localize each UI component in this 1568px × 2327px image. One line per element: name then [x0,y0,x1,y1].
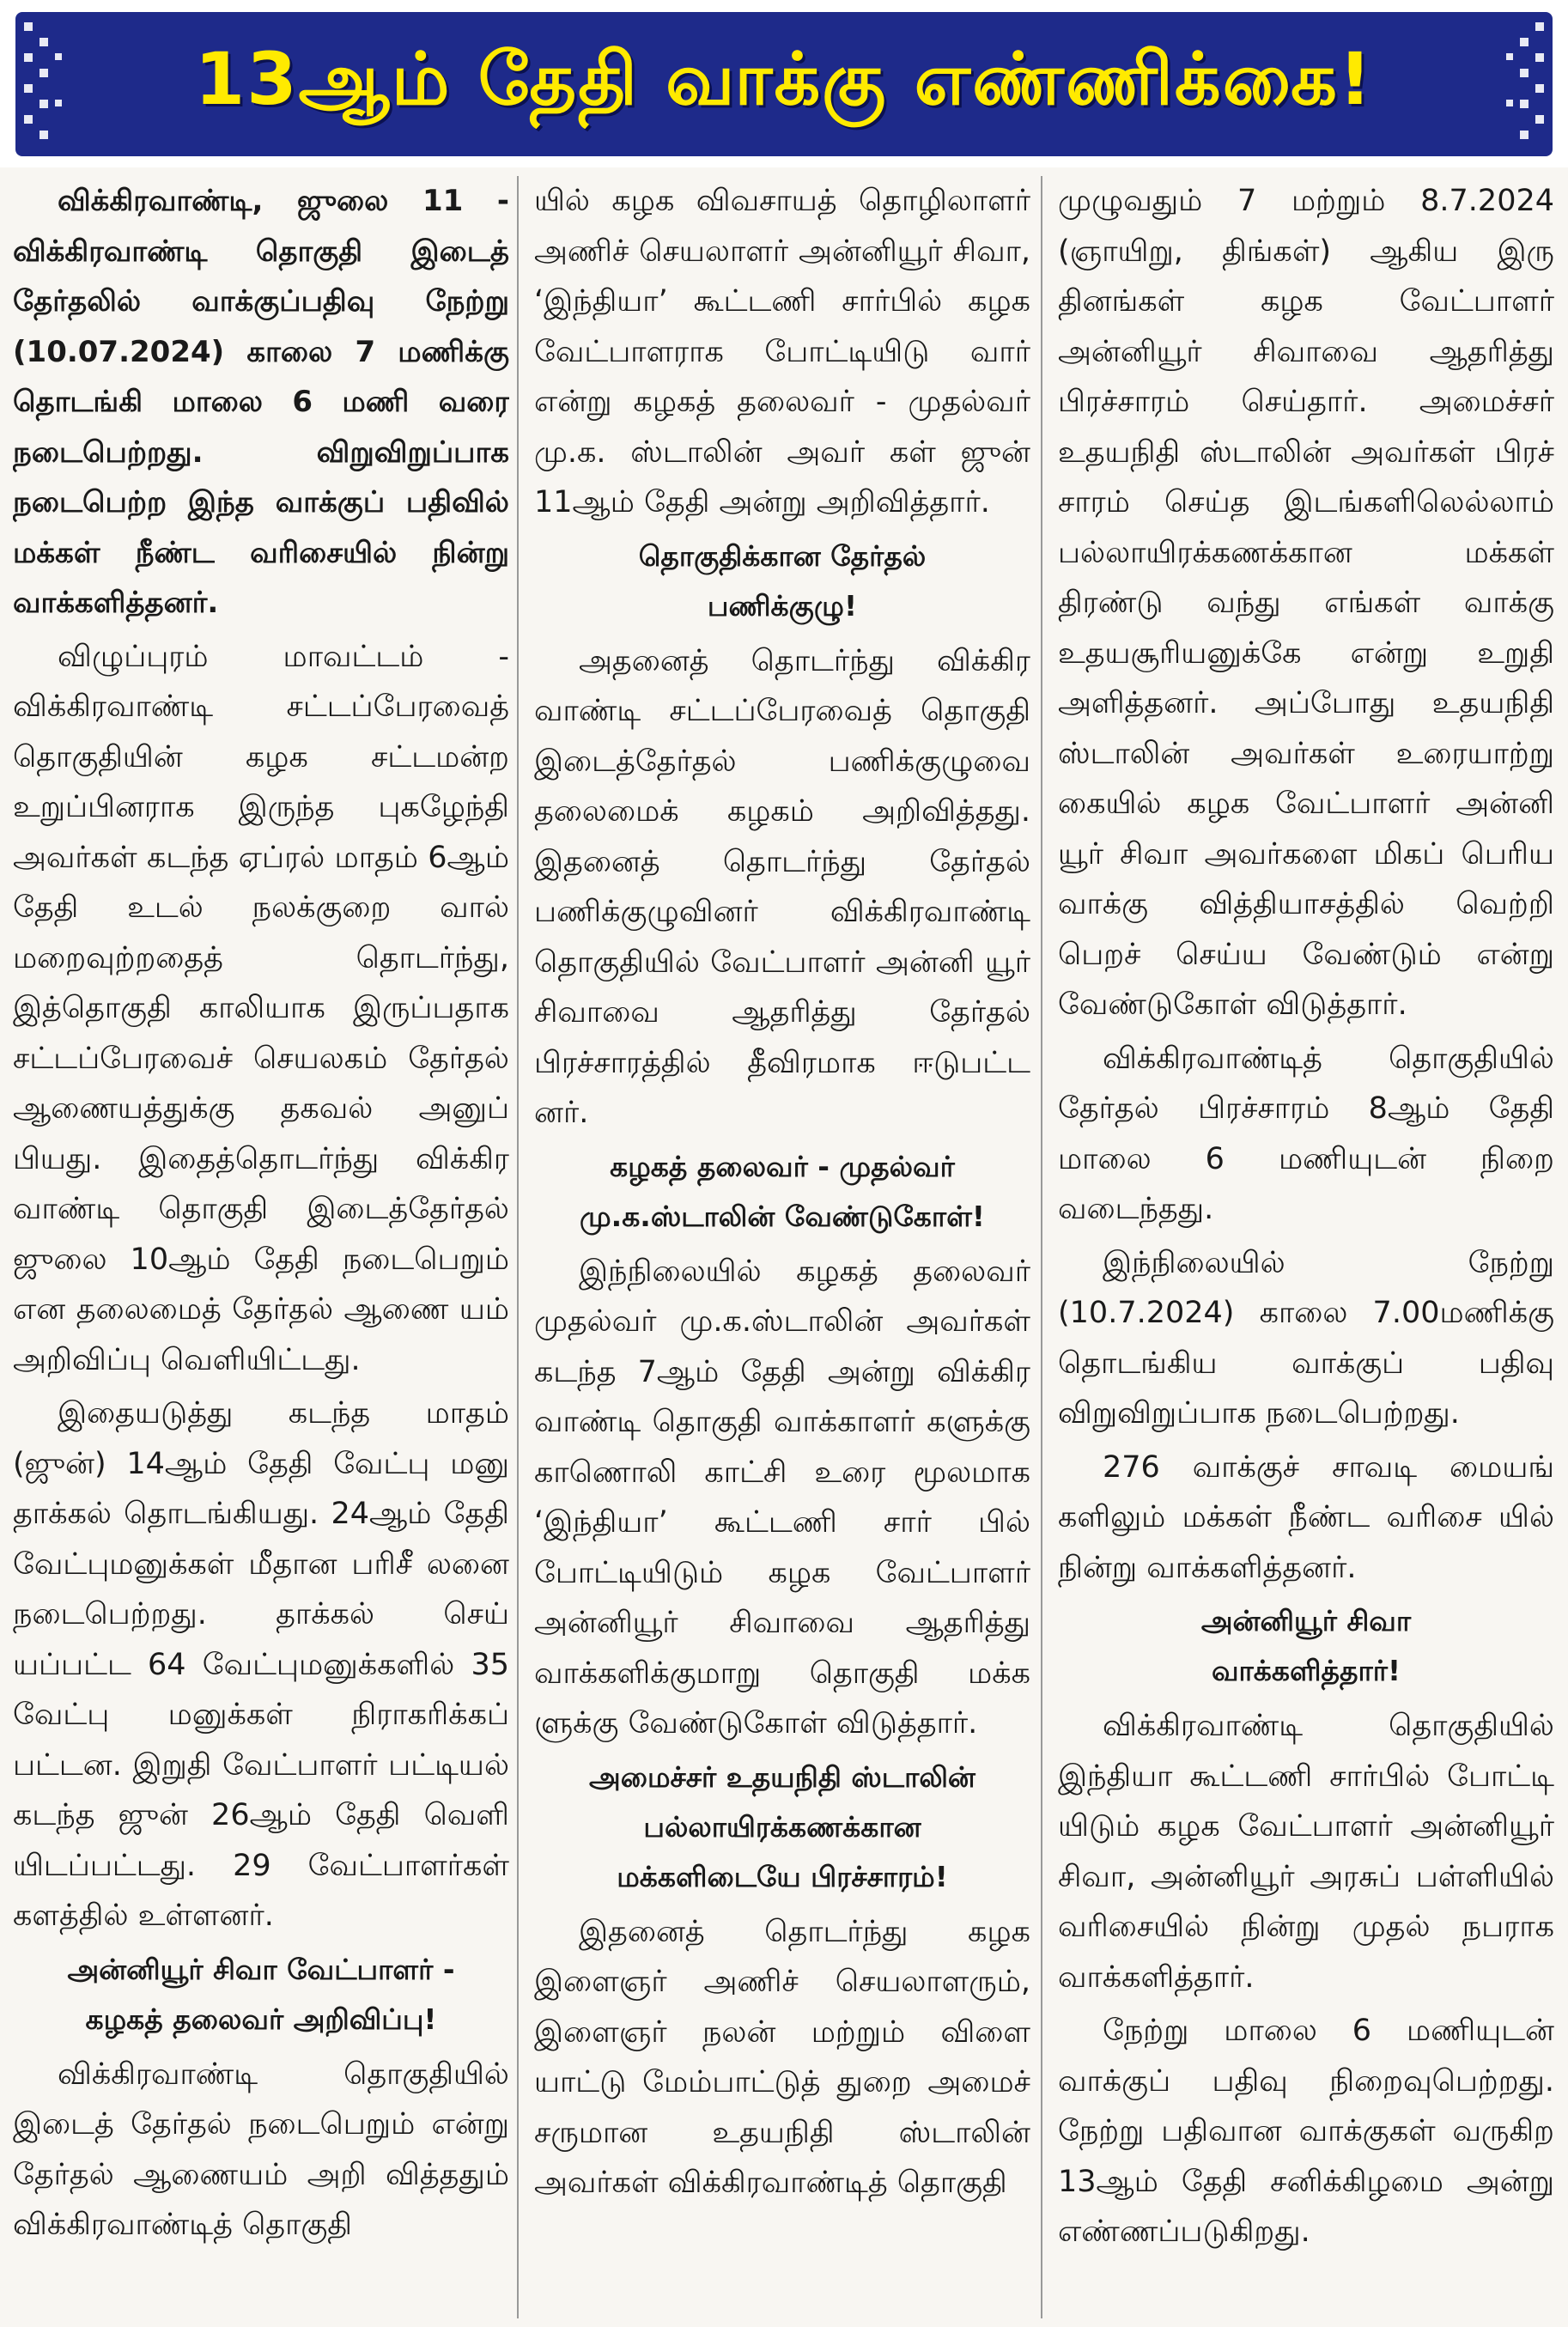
article-column-3 [1058,176,1554,2318]
subheading-line: மு.க.ஸ்டாலின் வேண்டுகோள்! [580,1199,985,1233]
subheading-line: பணிக்குழு! [707,588,858,623]
subheading [1058,1596,1554,1696]
subheading-line: பல்லாயிரக்கணக்கான [643,1809,921,1844]
subheading-line: வாக்களித்தார்! [1211,1654,1401,1687]
subheading-line: மக்களிடையே பிரச்சாரம்! [617,1859,948,1893]
subheading-line: கழகத் தலைவர் - முதல்வர் [610,1149,955,1183]
headline: 13ஆம் தேதி வாக்கு எண்ணிக்கை! [194,37,1374,121]
article-column-2 [534,176,1030,2318]
subheading [534,532,1030,631]
subheading-line: தொகுதிக்கான தேர்தல் [638,538,927,573]
paragraph: விக்கிரவாண்டி தொகுதியில் இடைத் தேர்தல் நடைபெறும் என்று தேர்தல் ஆணையம் அறி வித்ததும் விக்கிரவாண்டித் தொகுதி [13,2057,509,2242]
paragraph: இந்நிலையில் நேற்று (10.7.2024) காலை 7.00மணிக்கு தொடங்கிய வாக்குப் பதிவு விறுவிறுப்பாக நடைபெற்றது. [1058,1245,1554,1431]
paragraph: நேற்று மாலை 6 மணியுடன் வாக்குப் பதிவு நிறைவுபெற்றது. நேற்று பதிவான வாக்குகள் வருகிற 13ஆம் தேதி சனிக்கிழமை அன்று எண்ணப்படுகிறது. [1058,2014,1554,2249]
column-divider [1041,176,1042,2318]
article-lead: விக்கிரவாண்டி, ஜுலை 11 - விக்கிரவாண்டி தொகுதி இடைத் தேர்தலில் வாக்குப்பதிவு நேற்று (10.07.2024) காலை 7 மணிக்கு தொடங்கி மாலை 6 மணி வரை நடைபெற்றது. விறுவிறுப்பாக நடைபெற்ற இந்த வாக்குப் பதிவில் மக்கள் நீண்ட வரிசையில் நின்று வாக்களித்தனர். [13,184,509,620]
headline-panel [15,12,1553,156]
subheading-line: அன்னியூர் சிவா வேட்பாளர் - [67,1952,455,1986]
paragraph: இந்நிலையில் கழகத் தலைவர் முதல்வர் மு.க.ஸ்டாலின் அவர்கள் கடந்த 7ஆம் தேதி அன்று விக்கிர வாண்டி தொகுதி வாக்காளர் களுக்கு காணொலி காட்சி உரை மூலமாக ‘இந்தியா’ கூட்டணி சார் பில் போட்டியிடும் கழக வேட்பாளர் அன்னியூர் சிவாவை ஆதரித்து வாக்களிக்குமாறு தொகுதி மக்க ளுக்கு வேண்டுகோள் விடுத்தார். [534,1254,1030,1741]
subheading-line: அன்னியூர் சிவா [1200,1604,1412,1637]
subheading [534,1142,1030,1242]
paragraph: விக்கிரவாண்டித் தொகுதியில் தேர்தல் பிரச்சாரம் 8ஆம் தேதி மாலை 6 மணியுடன் நிறை வடைந்தது. [1058,1041,1554,1226]
column-divider [517,176,519,2318]
subheading [13,1945,509,2044]
paragraph: இதனைத் தொடர்ந்து கழக இளைஞர் அணிச் செயலாளரும், இளைஞர் நலன் மற்றும் விளை யாட்டு மேம்பாட்டுத் துறை அமைச் சருமான உதயநிதி ஸ்டாலின் அவர்கள் விக்கிரவாண்டித் தொகுதி [534,1914,1030,2200]
paragraph: அதனைத் தொடர்ந்து விக்கிர வாண்டி சட்டப்பேரவைத் தொகுதி இடைத்தேர்தல் பணிக்குழுவை தலைமைக் கழகம் அறிவித்தது. இதனைத் தொடர்ந்து தேர்தல் பணிக்குழுவினர் விக்கிரவாண்டி தொகுதியில் வேட்பாளர் அன்னி யூர் சிவாவை ஆதரித்து தேர்தல் பிரச்சாரத்தில் தீவிரமாக ஈடுபட்ட னர். [534,643,1030,1130]
paragraph: யில் கழக விவசாயத் தொழிலாளர் அணிச் செயலாளர் அன்னியூர் சிவா, ‘இந்தியா’ கூட்டணி சார்பில் கழக வேட்பாளராக போட்டியிடு வார் என்று கழகத் தலைவர் - முதல்வர் மு.க. ஸ்டாலின் அவர் கள் ஜுன் 11ஆம் தேதி அன்று அறிவித்தார். [534,184,1030,519]
subheading-line: கழகத் தலைவர் அறிவிப்பு! [85,2002,437,2036]
article-column-1 [13,176,509,2318]
paragraph: முழுவதும் 7 மற்றும் 8.7.2024 (ஞாயிறு, திங்கள்) ஆகிய இரு தினங்கள் கழக வேட்பாளர் அன்னியூர் சிவாவை ஆதரித்து பிரச்சாரம் செய்தார். அமைச்சர் உதயநிதி ஸ்டாலின் அவர்கள் பிரச் சாரம் செய்த இடங்களிலெல்லாம் பல்லாயிரக்கணக்கான மக்கள் திரண்டு வந்து எங்கள் வாக்கு உதயசூரியனுக்கே என்று உறுதி அளித்தனர். அப்போது உதயநிதி ஸ்டாலின் அவர்கள் உரையாற்று கையில் கழக வேட்பாளர் அன்னி யூர் சிவா அவர்களை மிகப் பெரிய வாக்கு வித்தியாசத்தில் வெற்றி பெறச் செய்ய வேண்டும் என்று வேண்டுகோள் விடுத்தார். [1058,184,1554,1022]
subheading [534,1753,1030,1902]
decorative-pixel-border-right [1492,12,1553,156]
paragraph: இதையடுத்து கடந்த மாதம் (ஜுன்) 14ஆம் தேதி வேட்பு மனு தாக்கல் தொடங்கியது. 24ஆம் தேதி வேட்புமனுக்கள் மீதான பரிசீ லனை நடைபெற்றது. தாக்கல் செய் யப்பட்ட 64 வேட்புமனுக்களில் 35 வேட்பு மனுக்கள் நிராகரிக்கப் பட்டன. இறுதி வேட்பாளர் பட்டியல் கடந்த ஜுன் 26ஆம் தேதி வெளி யிடப்பட்டது. 29 வேட்பாளர்கள் களத்தில் உள்ளனர். [13,1396,509,1933]
paragraph: விக்கிரவாண்டி தொகுதியில் இந்தியா கூட்டணி சார்பில் போட்டி யிடும் கழக வேட்பாளர் அன்னியூர் சிவா, அன்னியூர் அரசுப் பள்ளியில் வரிசையில் நின்று முதல் நபராக வாக்களித்தார். [1058,1709,1554,1995]
subheading-line: அமைச்சர் உதயநிதி ஸ்டாலின் [589,1759,975,1794]
decorative-pixel-border-left [15,12,76,156]
headline-banner [0,0,1568,167]
paragraph: விழுப்புரம் மாவட்டம் - விக்கிரவாண்டி சட்டப்பேரவைத் தொகுதியின் கழக சட்டமன்ற உறுப்பினராக இருந்த புகழேந்தி அவர்கள் கடந்த ஏப்ரல் மாதம் 6ஆம் தேதி உடல் நலக்குறை வால் மறைவுற்றதைத் தொடர்ந்து, இத்தொகுதி காலியாக இருப்பதாக சட்டப்பேரவைச் செயலகம் தேர்தல் ஆணையத்துக்கு தகவல் அனுப் பியது. இதைத்தொடர்ந்து விக்கிர வாண்டி தொகுதி இடைத்தேர்தல் ஜுலை 10ஆம் தேதி நடைபெறும் என தலைமைத் தேர்தல் ஆணை யம் அறிவிப்பு வெளியிட்டது. [13,639,509,1377]
paragraph: 276 வாக்குச் சாவடி மையங் களிலும் மக்கள் நீண்ட வரிசை யில் நின்று வாக்களித்தனர். [1058,1449,1554,1585]
